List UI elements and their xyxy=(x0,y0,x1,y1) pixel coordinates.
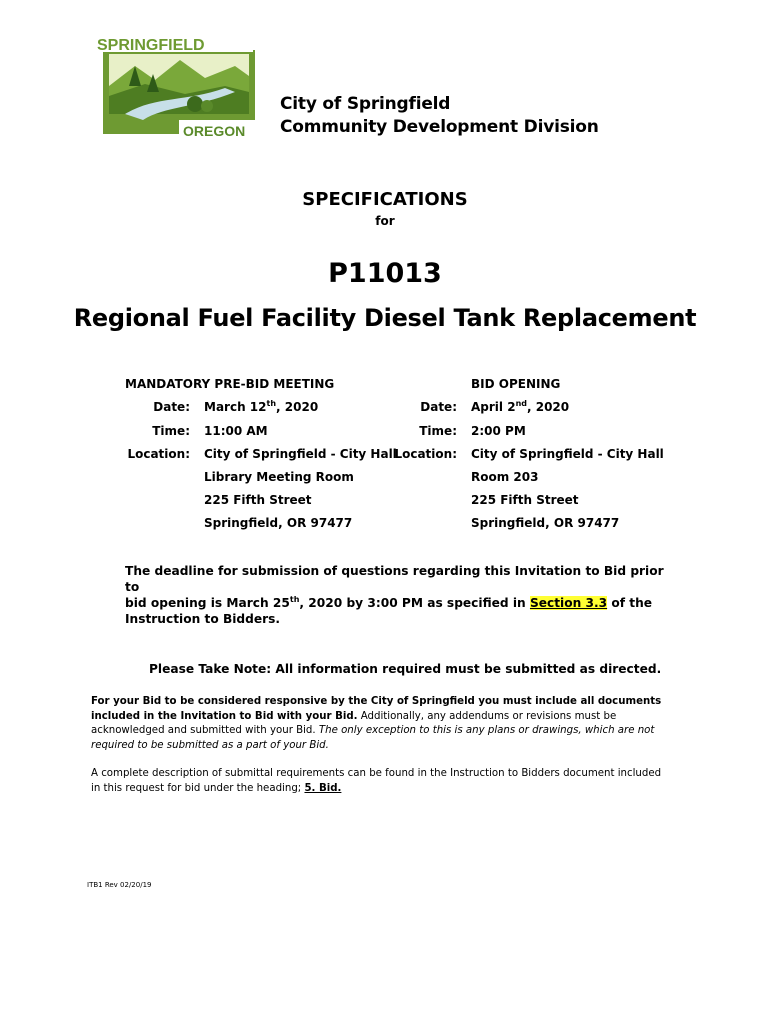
springfield-oregon-logo xyxy=(95,36,265,140)
prebid-location-line: Springfield, OR 97477 xyxy=(204,516,353,530)
opening-location-label: Location: xyxy=(394,447,457,461)
section-3-3-link[interactable]: Section 3.3 xyxy=(529,596,608,610)
opening-location-line: 225 Fifth Street xyxy=(471,493,579,507)
specifications-title: SPECIFICATIONS xyxy=(302,189,468,210)
prebid-location-line: Library Meeting Room xyxy=(204,470,354,484)
prebid-date-label: Date: xyxy=(153,400,190,414)
opening-location-line: Springfield, OR 97477 xyxy=(471,516,620,530)
logo-text-springfield: SPRINGFIELD xyxy=(97,37,205,54)
prebid-date: March 12th, 2020 xyxy=(204,399,319,414)
prebid-time: 11:00 AM xyxy=(204,424,268,438)
prebid-location-line: 225 Fifth Street xyxy=(204,493,312,507)
prebid-location-label: Location: xyxy=(127,447,190,461)
prebid-location-line: City of Springfield - City Hall xyxy=(204,447,397,461)
specifications-for: for xyxy=(375,214,395,228)
opening-time: 2:00 PM xyxy=(471,424,526,438)
opening-location-line: City of Springfield - City Hall xyxy=(471,447,664,461)
opening-date: April 2nd, 2020 xyxy=(471,399,570,414)
prebid-time-label: Time: xyxy=(152,424,190,438)
opening-time-label: Time: xyxy=(419,424,457,438)
opening-heading: BID OPENING xyxy=(471,377,561,391)
deadline-paragraph: The deadline for submission of questions regarding this Invitation to Bid prior to bid opening is March 25th, 2020 by 3:00 PM as specified in Section 3.3 of the Instruction to Bidders. xyxy=(125,564,664,626)
footer-revision: ITB1 Rev 02/20/19 xyxy=(87,881,152,889)
city-name: City of Springfield xyxy=(280,94,451,114)
logo-text-oregon: OREGON xyxy=(183,123,246,139)
responsive-paragraph: For your Bid to be considered responsive by the City of Springfield you must include all documents included in the Invitation to Bid with your Bid. Additionally, any addendums or revisions must be acknowledged and submitted with your Bid. The only exception to this is any plans or drawings, which are not required to be submitted as a part of your Bid. xyxy=(91,696,662,751)
take-note: Please Take Note: All information required must be submitted as directed. xyxy=(149,662,662,676)
prebid-heading: MANDATORY PRE-BID MEETING xyxy=(125,377,335,391)
opening-location-line: Room 203 xyxy=(471,470,539,484)
project-number: P11013 xyxy=(328,258,442,289)
bid-heading-link[interactable]: 5. Bid. xyxy=(304,782,342,794)
opening-date-label: Date: xyxy=(420,400,457,414)
complete-description: A complete description of submittal requirements can be found in the Instruction to Bidders document included in this request for bid under the heading; 5. Bid. xyxy=(91,768,662,794)
project-name: Regional Fuel Facility Diesel Tank Replacement xyxy=(73,304,697,332)
division-name: Community Development Division xyxy=(280,117,599,137)
